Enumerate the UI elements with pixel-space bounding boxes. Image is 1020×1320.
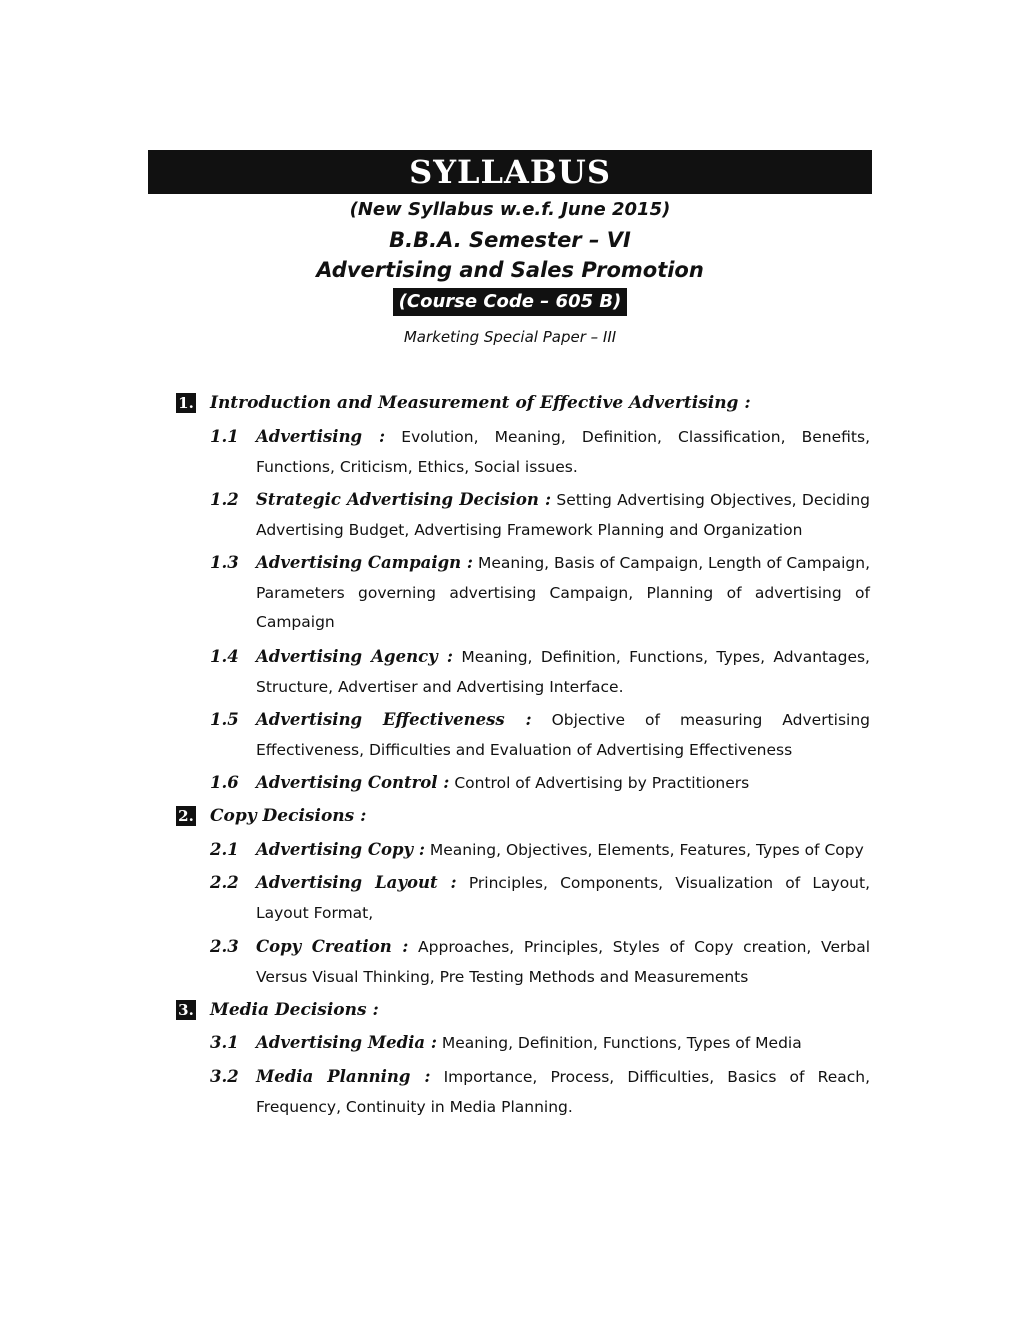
item-body [256, 485, 870, 545]
paper-label: Marketing Special Paper – III [403, 328, 617, 346]
item-text: Meaning, Objectives, Elements, Features, Types of Copy [429, 841, 864, 859]
syllabus-item [210, 1028, 870, 1059]
section-title: Introduction and Measurement of Effective Advertising : [210, 393, 751, 413]
item-heading: Advertising Control : [256, 773, 450, 792]
item-text: Importance, Process, Difficulties, Basics of Reach, Frequency, Continuity in Media Planning. [256, 1068, 871, 1116]
item-body [256, 548, 870, 638]
item-number: 1.3 [210, 553, 239, 572]
item-heading: Advertising : [256, 427, 386, 446]
syllabus-item [210, 485, 870, 545]
item-body [256, 768, 870, 799]
item-number: 1.2 [210, 490, 239, 509]
item-text: Evolution, Meaning, Definition, Classification, Benefits, Functions, Criticism, Ethics, Social issues. [256, 428, 871, 476]
item-number: 1.4 [210, 647, 239, 666]
item-number: 1.1 [210, 427, 239, 446]
syllabus-item [210, 868, 870, 928]
section-number-box: 1. [176, 393, 196, 413]
item-heading: Strategic Advertising Decision : [256, 490, 552, 509]
item-text: Objective of measuring Advertising Effectiveness, Difficulties and Evaluation of Advertising Effectiveness [256, 711, 870, 759]
item-heading: Advertising Effectiveness : [256, 710, 532, 729]
syllabus-item [210, 835, 870, 866]
item-text: Control of Advertising by Practitioners [454, 774, 750, 792]
section-number-box: 3. [176, 1000, 196, 1020]
item-body [256, 642, 870, 702]
course-code-wrapper [148, 288, 872, 316]
item-body [256, 868, 870, 928]
section-heading [176, 391, 876, 415]
item-heading: Advertising Layout : [256, 873, 457, 892]
section-title: Copy Decisions : [210, 806, 367, 826]
item-heading: Advertising Campaign : [256, 553, 474, 572]
syllabus-title-banner: SYLLABUS [148, 150, 872, 194]
item-body [256, 835, 870, 866]
item-text: Approaches, Principles, Styles of Copy creation, Verbal Versus Visual Thinking, Pre Testing Methods and Measurements [256, 938, 870, 986]
syllabus-item [210, 768, 870, 799]
item-text: Meaning, Definition, Functions, Types of Media [441, 1034, 802, 1052]
section-number-box: 2. [176, 806, 196, 826]
syllabus-subtitle: (New Syllabus w.e.f. June 2015) [349, 199, 671, 220]
item-body [256, 705, 870, 765]
item-body [256, 1028, 870, 1059]
item-number: 1.5 [210, 710, 239, 729]
item-number: 2.3 [210, 937, 239, 956]
item-heading: Advertising Agency : [256, 647, 453, 666]
item-heading: Media Planning : [256, 1067, 431, 1086]
syllabus-item [210, 548, 870, 638]
item-text: Principles, Components, Visualization of Layout, Layout Format, [256, 874, 871, 922]
syllabus-item [210, 1062, 870, 1122]
subject-heading: Advertising and Sales Promotion [316, 258, 704, 282]
item-body [256, 422, 870, 482]
item-text: Meaning, Definition, Functions, Types, Advantages, Structure, Advertiser and Advertising Interface. [256, 648, 870, 696]
item-heading: Copy Creation : [256, 937, 409, 956]
syllabus-item [210, 932, 870, 992]
item-number: 2.1 [210, 840, 239, 859]
item-body [256, 1062, 870, 1122]
section-heading [176, 804, 876, 828]
syllabus-item [210, 642, 870, 702]
section-title: Media Decisions : [210, 1000, 379, 1020]
item-number: 2.2 [210, 873, 239, 892]
item-text: Meaning, Basis of Campaign, Length of Campaign, Parameters governing advertising Campaign, Planning of advertising of Campaign [256, 554, 870, 631]
item-number: 3.1 [210, 1033, 239, 1052]
item-heading: Advertising Copy : [256, 840, 425, 859]
section-heading [176, 998, 876, 1022]
item-heading: Advertising Media : [256, 1033, 437, 1052]
item-number: 3.2 [210, 1067, 239, 1086]
item-text: Setting Advertising Objectives, Deciding Advertising Budget, Advertising Framework Planning and Organization [256, 491, 870, 539]
course-code-badge: (Course Code – 605 B) [393, 288, 628, 316]
syllabus-item [210, 422, 870, 482]
item-body [256, 932, 870, 992]
syllabus-item [210, 705, 870, 765]
semester-heading: B.B.A. Semester – VI [389, 228, 631, 252]
item-number: 1.6 [210, 773, 239, 792]
